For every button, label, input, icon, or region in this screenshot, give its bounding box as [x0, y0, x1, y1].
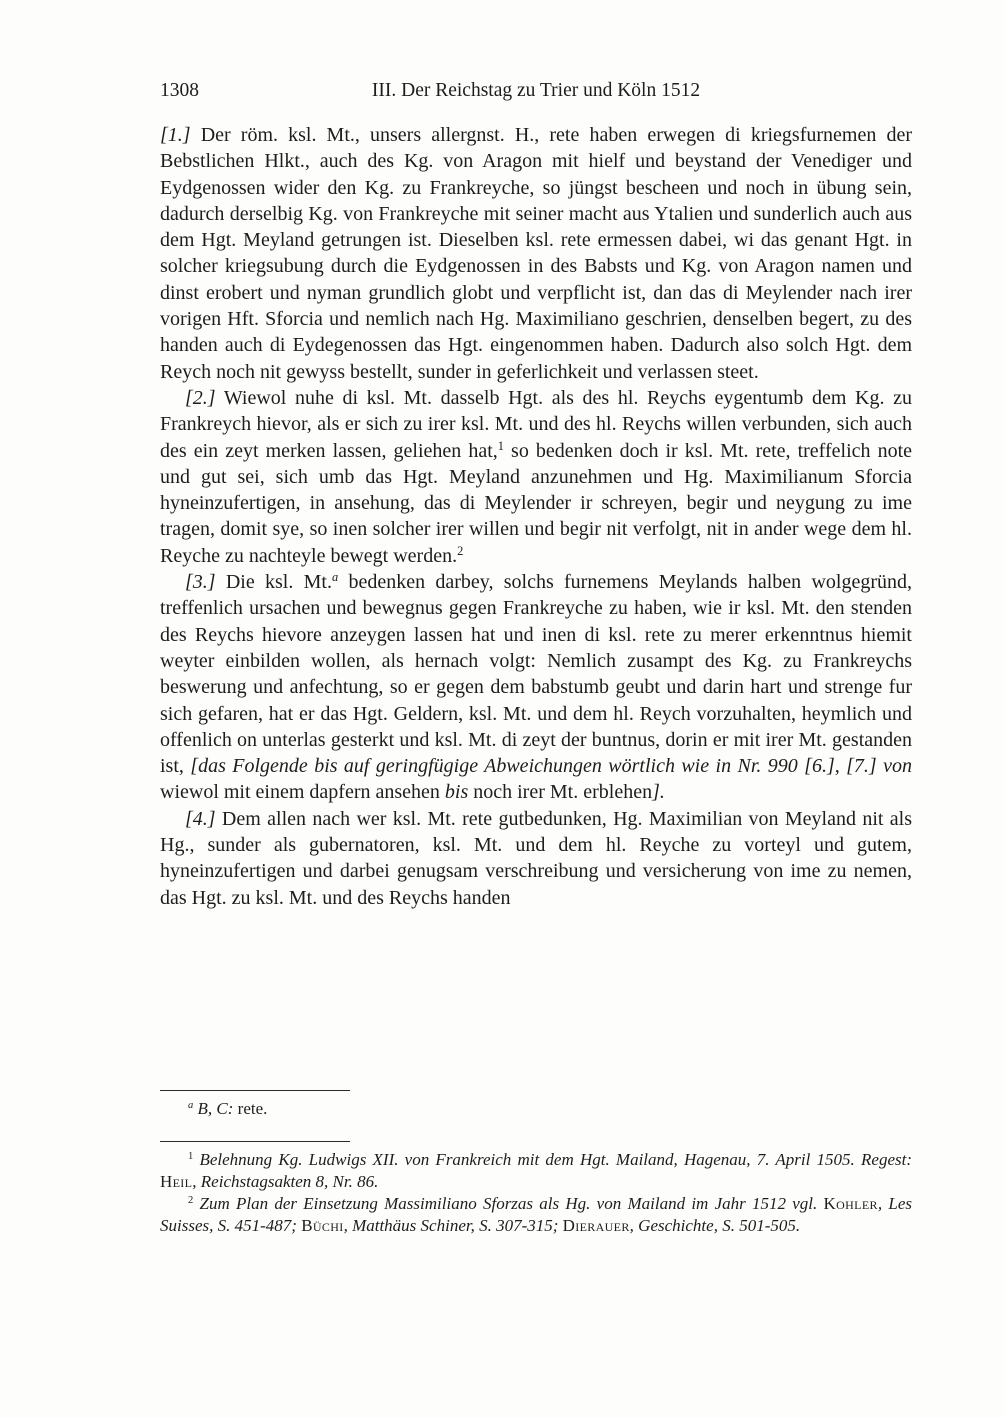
- text-segment: , Reichstagsakten 8, Nr. 86.: [192, 1172, 379, 1191]
- footnote-rule: [160, 1141, 350, 1142]
- text-segment: [1.]: [160, 124, 191, 146]
- text-segment: a: [331, 570, 339, 585]
- text-segment: B, C:: [193, 1099, 234, 1118]
- text-segment: Zum Plan der Einsetzung Massimiliano Sforzas als Hg. von Mailand im Jahr 1512 vgl.: [193, 1194, 824, 1213]
- text-segment: [2.]: [185, 386, 216, 409]
- text-segment: bedenken darbey, solchs furnemens Meylands halben wolgegründ, treffenlich ursachen und bewegnus gegen Frankreyche zu haben, wie ir ksl. Mt. den stenden des Reychs hievore anzeygen lassen hat und inen di ksl. rete zu merer erkenntnus hiemit weyter einbilden wollen, als hernach volgt: Nemlich zusampt des Kg. zu Frankreychs beswerung und anfechtung, so er gegen dem babstumb geubt und darin hart und strenge fur sich gefaren, hat er das Hgt. Geldern, ksl. Mt. und dem hl. Reych vorzuhalten, heymlich und offenlich on unterlas gesterkt und ksl. Mt. di zeyt der buntnus, dorin er mit irer Mt. gestanden ist,: [160, 571, 912, 778]
- text-segment: [4.]: [185, 807, 216, 830]
- text-segment: , Matthäus Schiner, S. 307-315;: [343, 1216, 563, 1235]
- text-segment: , Les Suisses, S. 451-487;: [160, 1194, 912, 1235]
- variant-note: [160, 1098, 912, 1120]
- text-segment: 2: [457, 543, 464, 558]
- text-segment: , Geschichte, S. 501-505.: [629, 1216, 801, 1235]
- text-segment: Die ksl. Mt.: [215, 571, 332, 594]
- footnote-list: [160, 1149, 912, 1237]
- main-text: [160, 122, 912, 911]
- text-segment: Der röm. ksl. Mt., unsers allergnst. H., rete haben erwegen di kriegsfurnemen der Bebstlichen Hlkt., auch des Kg. von Aragon mit hielf und beystand der Venediger und Eydgenossen wider den Kg. zu Frankreyche, so jüngst bescheen und noch in übung sein, dadurch derselbig Kg. von Frankreyche mit seiner macht aus Ytalien und sunderlich auch aus dem Hgt. Meyland getrungen ist. Dieselben ksl. rete ermessen dabei, wi das genant Hgt. in solcher kriegsubung durch die Eydgenossen in des Babsts und Kg. von Aragon namen und dinst erobert und nyman grundlich globt und verpflicht ist, dan das di Meylender nach irer vorigen Hft. Sforcia und nemlich nach Hg. Maximiliano geschrien, denselben begert, zu des handen auch di Eydegenossen das Hgt. eingenommen haben. Dadurch also solch Hgt. dem Reych noch nit gewyss bestellt, sunder in geferlichkeit und verlassen steet.: [160, 124, 912, 383]
- text-segment: noch irer Mt. erblehen: [473, 781, 653, 804]
- text-segment: Dierauer: [562, 1216, 630, 1235]
- text-segment: Büchi: [301, 1216, 344, 1235]
- text-segment: bis: [444, 781, 474, 804]
- text-segment: 1: [188, 1151, 194, 1163]
- text-segment: rete.: [233, 1099, 268, 1118]
- running-title: III. Der Reichstag zu Trier und Köln 1512: [371, 80, 701, 101]
- variant-note-rule: [160, 1090, 350, 1091]
- footnote: [160, 1149, 912, 1193]
- text-segment: [3.]: [185, 571, 216, 594]
- text-segment: 2: [188, 1195, 194, 1207]
- footnote-area: [160, 1090, 912, 1237]
- paragraph: [160, 569, 912, 806]
- text-segment: so bedenken doch ir ksl. Mt. rete, treffelich note und gut sei, sich umb das Hgt. Meyland anzunehmen und Hg. Maximilianum Sforcia hyneinzufertigen, in ansehung, das di Meylender ir schreyen, begir und neygung zu ime tragen, domit sye, so inen solcher irer willen und begir nit verfolgt, nit in ander wege dem hl. Reyche zu nachteyle bewegt werden.: [160, 439, 913, 567]
- text-segment: [das Folgende bis auf geringfügige Abweichungen wörtlich wie in Nr. 990 [6.], [7.] von: [190, 755, 912, 778]
- text-segment: ].: [652, 781, 665, 804]
- page-header: [160, 79, 912, 103]
- text-segment: Wiewol nuhe di ksl. Mt. dasselb Hgt. als des hl. Reychs eygentumb dem Kg. zu Frankreych hievor, als er sich zu irer ksl. Mt. und des hl. Reychs willen verbunden, sich auch des ein zeyt merken lassen, geliehen hat,: [160, 386, 912, 462]
- footnote: [160, 1193, 912, 1237]
- text-segment: Dem allen nach wer ksl. Mt. rete gutbedunken, Hg. Maximilian von Meyland nit als Hg., sunder als gubernatoren, ksl. Mt. und dem hl. Reyche zu vorteyl und gutem, hyneinzufertigen und darbei genugsam verschreibung und versicherung von ime zu nemen, das Hgt. zu ksl. Mt. und des Reychs handen: [160, 807, 912, 909]
- text-segment: 1: [497, 438, 504, 453]
- paragraph: [160, 385, 912, 569]
- text-segment: Heil: [160, 1172, 193, 1191]
- text-segment: wiewol mit einem dapfern ansehen: [160, 781, 445, 804]
- paragraph: [160, 122, 912, 385]
- paragraph: [160, 806, 912, 911]
- text-segment: Belehnung Kg. Ludwigs XII. von Frankreich mit dem Hgt. Mailand, Hagenau, 7. April 1505. Regest:: [193, 1150, 912, 1169]
- page-number: 1308: [160, 80, 199, 101]
- text-segment: Kohler: [823, 1194, 878, 1213]
- text-segment: a: [188, 1100, 194, 1112]
